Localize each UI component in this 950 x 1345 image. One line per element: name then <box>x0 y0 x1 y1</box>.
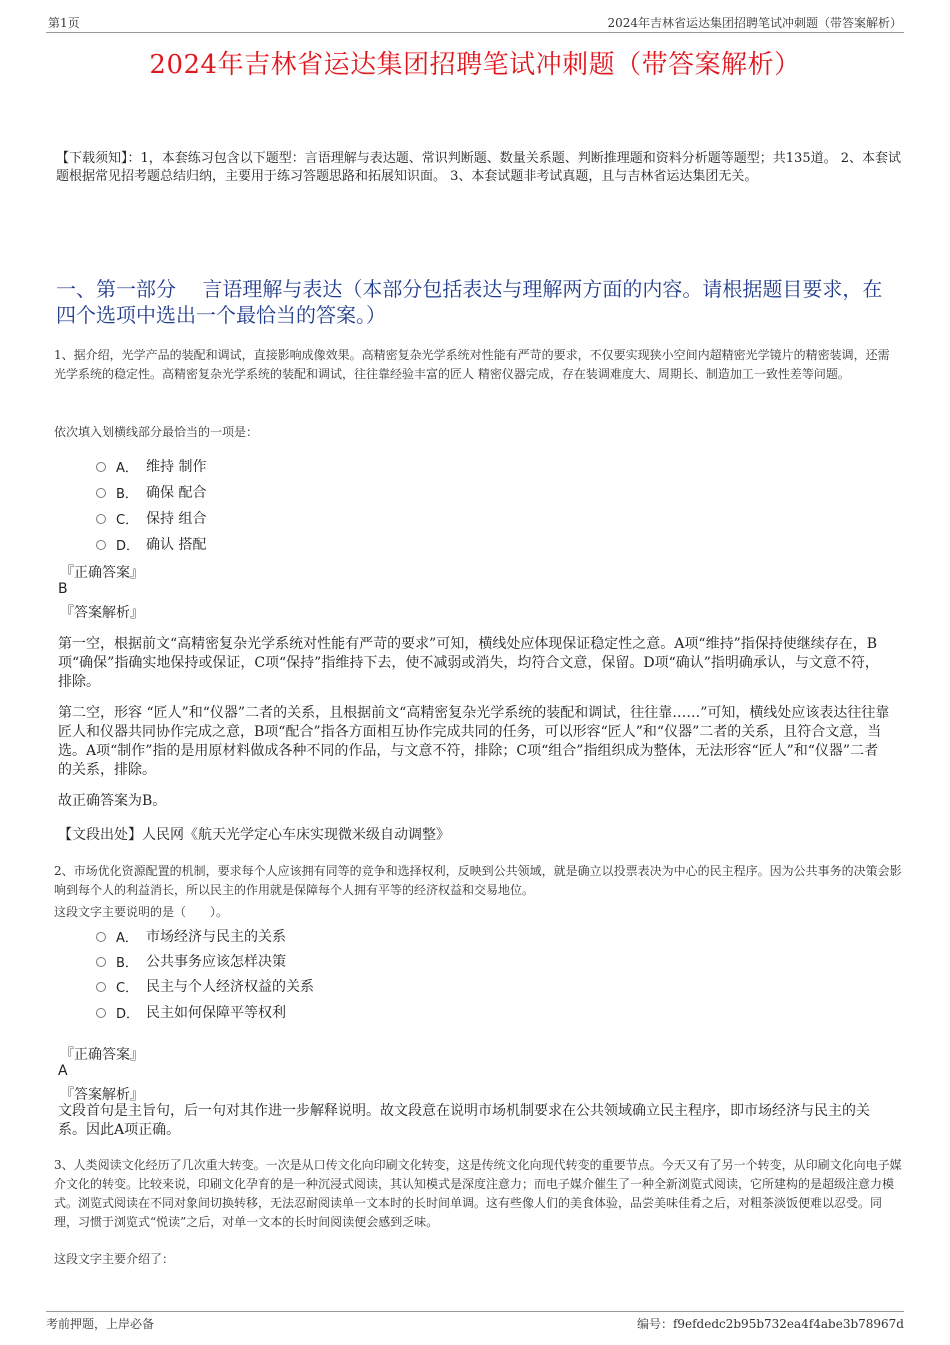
option-text: 确认 搭配 <box>146 537 207 553</box>
option-letter: D． <box>116 538 140 554</box>
question-1-analysis-1: 第一空，根据前文“高精密复杂光学系统对性能有严苛的要求”可知，横线处应体现保证稳定性之意。A项“维持”指保持使继续存在，B项“确保”指确实地保持或保证，C项“保持”指维持下去，使不减弱或消失，均符合文意，保留。D项“确认”指明确承认，与文意不符，排除。 <box>58 636 879 690</box>
option-text: 维持 制作 <box>146 459 207 475</box>
question-1-option-a[interactable] <box>96 456 206 476</box>
page-number: 第1页 <box>48 16 80 30</box>
question-2-option-c[interactable] <box>96 976 314 996</box>
header-doc-title: 2024年吉林省运达集团招聘笔试冲刺题（带答案解析） <box>607 16 902 30</box>
question-2-analysis: 文段首句是主旨句，后一句对其作进一步解释说明。故文段意在说明市场机制要求在公共领域确立民主程序，即市场经济与民主的关系。因此A项正确。 <box>58 1103 870 1138</box>
option-letter: A． <box>116 460 138 476</box>
question-1-answer-label: 『正确答案』 <box>60 565 144 581</box>
option-text: 公共事务应该怎样决策 <box>146 954 286 970</box>
option-letter: C． <box>116 512 139 528</box>
question-1-option-b[interactable] <box>96 482 206 502</box>
option-letter: B． <box>116 486 138 502</box>
question-1-option-c[interactable] <box>96 508 206 528</box>
radio-icon[interactable] <box>96 982 106 992</box>
question-1-prompt: 依次填入划横线部分最恰当的一项是： <box>54 425 259 439</box>
option-letter: A． <box>116 930 138 946</box>
radio-icon[interactable] <box>96 488 106 498</box>
radio-icon[interactable] <box>96 1008 106 1018</box>
question-3-stem: 3、人类阅读文化经历了几次重大转变。一次是从口传文化向印刷文化转变，这是传统文化向现代转变的重要节点。今天又有了另一个转变，从印刷文化向电子媒介文化的转变。比较来说，印刷文化孕育的是一种沉浸式阅读，其认知模式是深度注意力；而电子媒介催生了一种全新浏览式阅读，它所建构的是超级注意力模式。浏览式阅读在不同对象间切换转移，无法忍耐阅读单一文本时的长时间单调。这有些像人们的美食体验，品尝美味佳肴之后，对粗茶淡饭便难以忍受。同理，习惯于浏览式“悦读”之后，对单一文本的长时间阅读便会感到乏味。 <box>54 1158 902 1229</box>
option-text: 民主如何保障平等权利 <box>146 1005 286 1021</box>
question-2-analysis-label: 『答案解析』 <box>60 1087 144 1103</box>
question-3-prompt: 这段文字主要介绍了： <box>54 1252 175 1266</box>
question-1-answer: B <box>58 581 68 597</box>
option-text: 市场经济与民主的关系 <box>146 929 286 945</box>
option-letter: D． <box>116 1006 140 1022</box>
radio-icon[interactable] <box>96 462 106 472</box>
page-header <box>46 14 904 33</box>
option-text: 保持 组合 <box>146 511 207 527</box>
question-1-option-d[interactable] <box>96 534 206 554</box>
question-2-option-d[interactable] <box>96 1002 286 1022</box>
question-2-option-a[interactable] <box>96 926 286 946</box>
radio-icon[interactable] <box>96 540 106 550</box>
question-2-option-b[interactable] <box>96 951 286 971</box>
option-text: 民主与个人经济权益的关系 <box>146 979 314 995</box>
footer-slogan: 考前押题，上岸必备 <box>46 1317 155 1331</box>
radio-icon[interactable] <box>96 957 106 967</box>
question-1-stem: 1、据介绍，光学产品的装配和调试，直接影响成像效果。高精密复杂光学系统对性能有严苛的要求，不仅要实现狭小空间内超精密光学镜片的精密装调，还需 光学系统的稳定性。高精密复杂光学系统的装配和调试，往往靠经验丰富的匠人 精密仪器完成，存在装调难度大、周期长、制造加工一致性差等问题。 <box>54 348 890 381</box>
question-2-answer: A <box>58 1063 68 1079</box>
option-text: 确保 配合 <box>146 485 207 501</box>
option-letter: B． <box>116 955 138 971</box>
download-notice: 【下载须知】：1，本套练习包含以下题型：言语理解与表达题、常识判断题、数量关系题、判断推理题和资料分析题等题型；共135道。 2、本套试题根据常见招考题总结归纳，主要用于练习答题思路和拓展知识面。 3、本套试题非考试真题，且与吉林省运达集团无关。 <box>56 151 901 184</box>
question-2-answer-label: 『正确答案』 <box>60 1047 144 1063</box>
document-title: 2024年吉林省运达集团招聘笔试冲刺题（带答案解析） <box>149 50 801 80</box>
question-1-source: 【文段出处】人民网《航天光学定心车床实现微米级自动调整》 <box>58 827 450 843</box>
page-footer <box>46 1311 904 1332</box>
option-letter: C． <box>116 980 139 996</box>
radio-icon[interactable] <box>96 932 106 942</box>
section-title: 一、第一部分 言语理解与表达（本部分包括表达与理解两方面的内容。请根据题目要求，在四个选项中选出一个最恰当的答案。） <box>56 277 883 327</box>
footer-code: 编号：f9efdedc2b95b732ea4f4abe3b78967d <box>636 1317 904 1331</box>
question-2-stem: 2、市场优化资源配置的机制，要求每个人应该拥有同等的竞争和选择权利，反映到公共领域，就是确立以投票表决为中心的民主程序。因为公共事务的决策会影响到每个人的利益消长，所以民主的作用就是保障每个人拥有平等的经济权益和交易地位。 <box>54 864 902 897</box>
question-1-analysis-label: 『答案解析』 <box>60 605 144 621</box>
question-1-conclusion: 故正确答案为B。 <box>58 793 167 809</box>
radio-icon[interactable] <box>96 514 106 524</box>
question-2-prompt: 这段文字主要说明的是（ ）。 <box>54 905 229 919</box>
question-1-analysis-2: 第二空，形容 “匠人”和“仪器”二者的关系，且根据前文“高精密复杂光学系统的装配和调试，往往靠……”可知，横线处应该表达往往靠匠人和仪器共同协作完成之意，B项“配合”指各方面相互协作完成共同的任务，可以形容“匠人”和“仪器”二者的关系，且符合文意，当选。A项“制作”指的是用原材料做成各种不同的作品，与文意不符，排除；C项“组合”指组织成为整体，无法形容“匠人”和“仪器”二者的关系，排除。 <box>58 705 890 778</box>
